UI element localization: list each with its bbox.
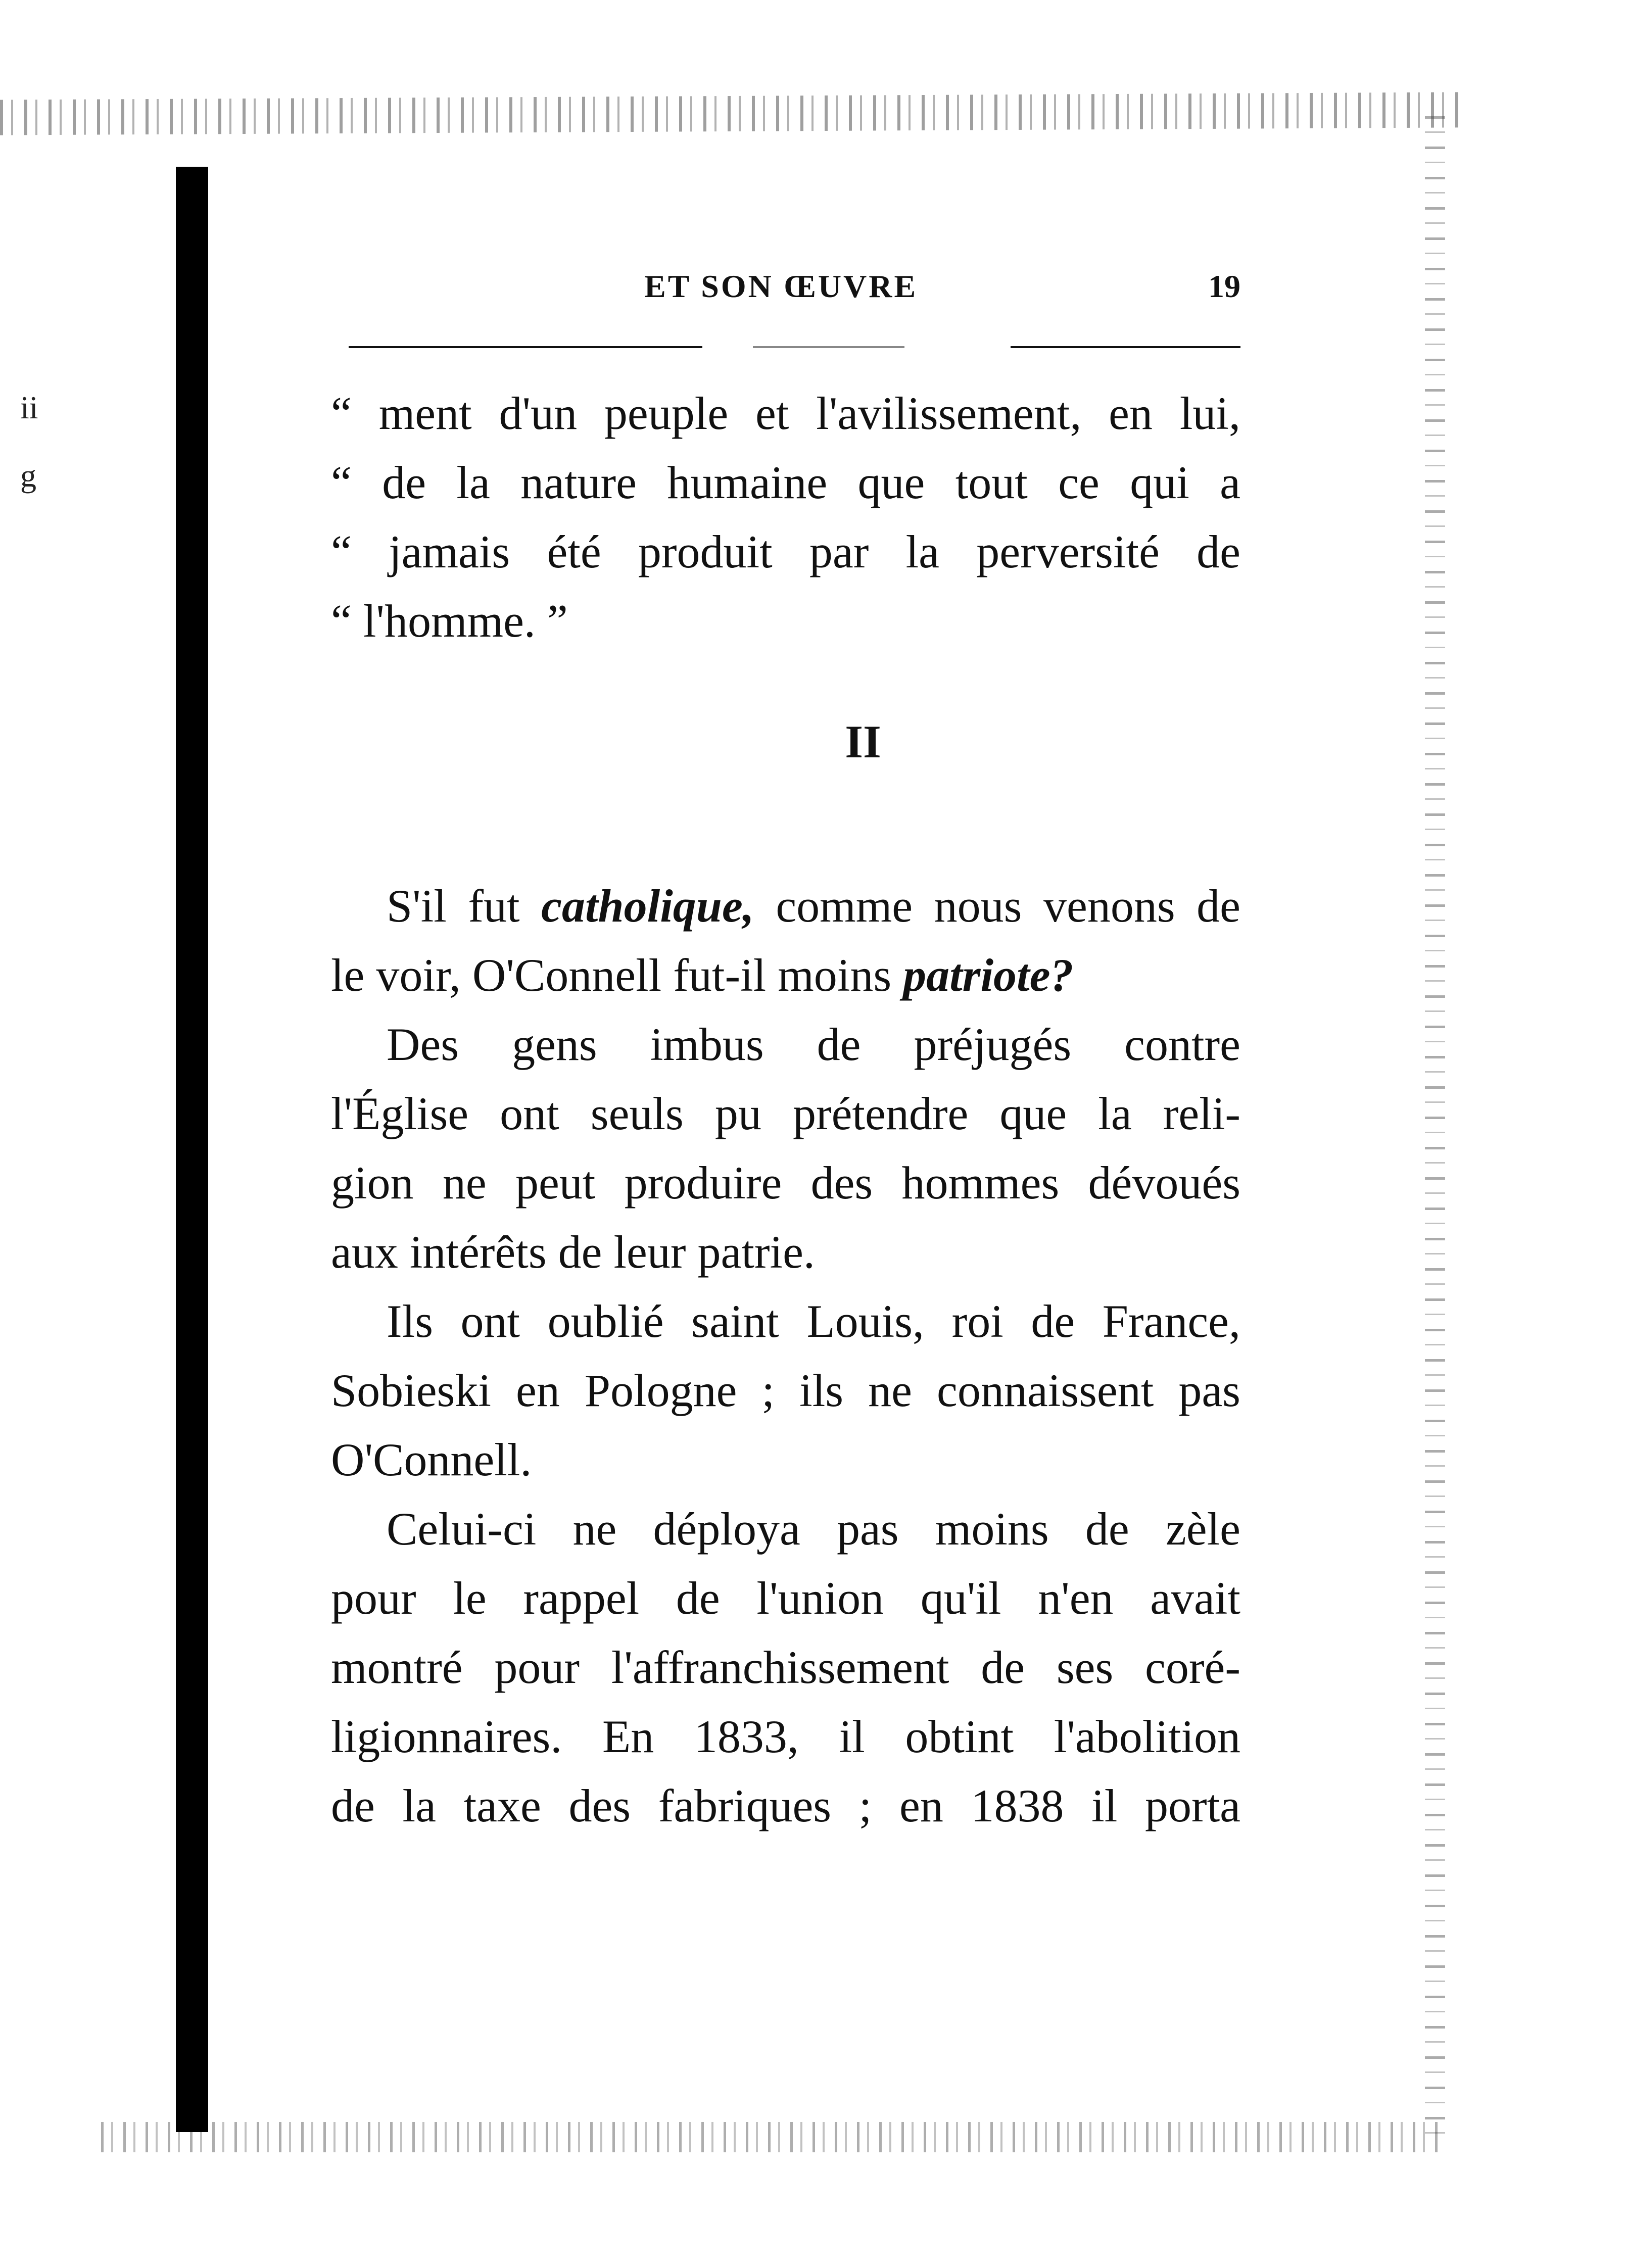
text-line: aux intérêts de leur patrie.: [331, 1226, 815, 1278]
text-line: Des gens imbus de préjugés contre: [387, 1019, 1240, 1070]
text-line: le voir, O'Connell fut-il moins patriote?: [331, 949, 1074, 1001]
paragraph: [331, 1010, 1240, 1287]
text-line: ligionnaires. En 1833, il obtint l'abolition: [331, 1711, 1240, 1762]
text-line: “ jamais été produit par la perversité de: [331, 526, 1240, 577]
text-line: de la taxe des fabriques ; en 1838 il porta: [331, 1780, 1240, 1831]
section-heading: II: [845, 716, 881, 767]
text-line: montré pour l'affranchissement de ses coré-: [331, 1642, 1240, 1693]
book-spine-shadow: [176, 167, 208, 2132]
header-rule: [1011, 346, 1240, 348]
text-line: “ de la nature humaine que tout ce qui a: [331, 457, 1240, 508]
scan-edge-bottom: [101, 2122, 1445, 2152]
paragraph: [331, 1494, 1240, 1841]
text-line: Sobieski en Pologne ; ils ne connaissent pas: [331, 1365, 1240, 1416]
text-line: S'il fut catholique, comme nous venons de: [387, 880, 1240, 932]
text-line: pour le rappel de l'union qu'il n'en avait: [331, 1572, 1240, 1624]
page-number: 19: [1208, 268, 1240, 304]
margin-fragment: ii: [20, 390, 38, 425]
text-line: “ ment d'un peuple et l'avilissement, en lui,: [331, 388, 1240, 439]
header-rule: [349, 346, 702, 348]
margin-fragment: g: [20, 458, 36, 494]
header-rule: [753, 346, 904, 348]
paragraph: [331, 872, 1240, 1010]
emphasis: catholique,: [541, 880, 754, 932]
scan-edge-right: [1425, 116, 1445, 2137]
text-line: O'Connell.: [331, 1434, 532, 1485]
text-line: Celui-ci ne déploya pas moins de zèle: [387, 1503, 1240, 1555]
text-line: “ l'homme. ”: [331, 595, 568, 647]
text-line: Ils ont oublié saint Louis, roi de France,: [387, 1295, 1240, 1347]
quotation-block: [331, 379, 1240, 656]
emphasis: patriote?: [903, 949, 1074, 1001]
text-line: l'Église ont seuls pu prétendre que la reli-: [331, 1088, 1240, 1139]
paragraph: [331, 1287, 1240, 1494]
running-header: [331, 268, 1240, 313]
running-title: ET SON ŒUVRE: [644, 268, 918, 304]
text-line: gion ne peut produire des hommes dévoués: [331, 1157, 1240, 1209]
scan-edge-top: [0, 92, 1460, 135]
